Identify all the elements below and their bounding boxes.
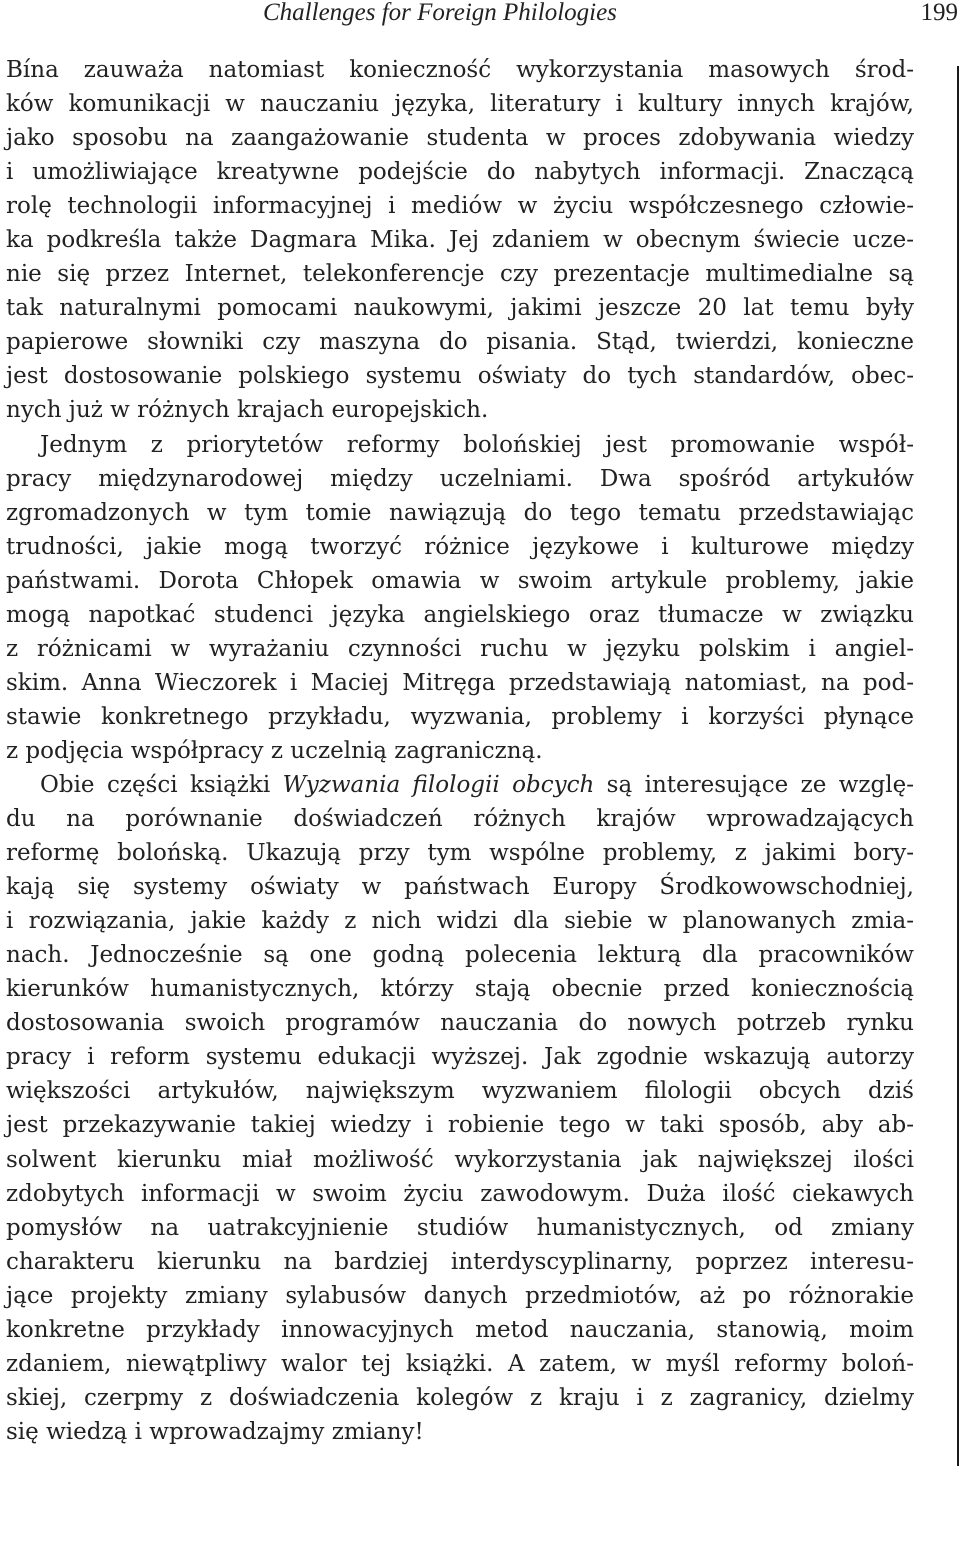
text-line: nych już w różnych krajach europejskich. <box>6 397 489 424</box>
text-line: z różnicami w wyrażaniu czynności ruchu w języku polskim i angiel- <box>6 635 914 662</box>
text-line: Jednym z priorytetów reformy bolońskiej jest promowanie współ- <box>40 431 914 458</box>
text-line: du na porównanie doświadczeń różnych krajów wprowadzających <box>6 806 914 833</box>
text-line: charakteru kierunku na bardziej interdyscyplinarny, poprzez interesu- <box>6 1248 914 1275</box>
text-line: Bína zauważa natomiast konieczność wykorzystania masowych środ- <box>6 57 914 83</box>
text-line: skim. Anna Wieczorek i Maciej Mitręga przedstawiają natomiast, na pod- <box>6 669 914 696</box>
margin-rule <box>957 66 959 1466</box>
text-line: kają się systemy oświaty w państwach Europy Środkowowschodniej, <box>6 874 914 901</box>
text-line: jako sposobu na zaangażowanie studenta w proces zdobywania wiedzy <box>6 125 914 152</box>
text-line: zdaniem, niewątpliwy walor tej książki. A zatem, w myśl reformy boloń- <box>6 1350 914 1377</box>
text-line: państwami. Dorota Chłopek omawia w swoim artykule problemy, jakie <box>6 567 914 594</box>
text-line: pracy i reform systemu edukacji wyższej. Jak zgodnie wskazują autorzy <box>6 1044 914 1071</box>
text-line: papierowe słowniki czy maszyna do pisania. Stąd, twierdzi, konieczne <box>6 329 914 356</box>
text-line: jest dostosowanie polskiego systemu oświaty do tych standardów, obec- <box>6 363 914 390</box>
text-line: pracy międzynarodowej między uczelniami. Dwa spośród artykułów <box>6 465 914 492</box>
text-line: jące projekty zmiany sylabusów danych przedmiotów, aż po różnorakie <box>6 1282 914 1309</box>
book-title: Wyzwania filologii obcych <box>282 771 595 798</box>
text-line: większości artykułów, największym wyzwaniem filologii obcych dziś <box>6 1078 914 1105</box>
text-line: ka podkreśla także Dagmara Mika. Jej zdaniem w obecnym świecie ucze- <box>6 227 914 254</box>
text-run: są interesujące ze wzglę- <box>594 771 914 798</box>
text-line: konkretne przykłady innowacyjnych metod nauczania, stanowią, moim <box>6 1316 914 1343</box>
text-line: reformę bolońską. Ukazują przy tym wspólne problemy, z jakimi bory- <box>6 840 914 867</box>
text-line: zdobytych informacji w swoim życiu zawodowym. Duża ilość ciekawych <box>6 1180 914 1207</box>
text-line: kierunków humanistycznych, którzy stają obecnie przed koniecznością <box>6 976 914 1003</box>
text-line: nie się przez Internet, telekonferencje czy prezentacje multimedialne są <box>6 261 914 288</box>
text-run: Obie części książki <box>40 771 283 798</box>
text-line: rolę technologii informacyjnej i mediów w życiu współczesnego człowie- <box>6 193 914 220</box>
body-text <box>6 53 914 1449</box>
text-line: ków komunikacji w nauczaniu języka, literatury i kultury innych krajów, <box>6 91 914 118</box>
text-line: mogą napotkać studenci języka angielskiego oraz tłumacze w związku <box>6 601 914 628</box>
text-line: się wiedzą i wprowadzajmy zmiany! <box>6 1418 424 1445</box>
text-line: skiej, czerpmy z doświadczenia kolegów z kraju i z zagranicy, dzielmy <box>6 1384 914 1411</box>
text-line: i rozwiązania, jakie każdy z nich widzi dla siebie w planowanych zmia- <box>6 908 914 935</box>
text-line: pomysłów na uatrakcyjnienie studiów humanistycznych, od zmiany <box>6 1214 914 1241</box>
page-number: 199 <box>920 0 958 26</box>
text-line: trudności, jakie mogą tworzyć różnice językowe i kulturowe między <box>6 533 914 560</box>
text-line: tak naturalnymi pomocami naukowymi, jakimi jeszcze 20 lat temu były <box>6 295 914 322</box>
text-line: zgromadzonych w tym tomie nawiązują do tego tematu przedstawiając <box>6 499 914 526</box>
running-title: Challenges for Foreign Philologies <box>263 0 617 26</box>
text-line: solwent kierunku miał możliwość wykorzystania jak największej ilości <box>6 1146 914 1173</box>
text-line: z podjęcia współpracy z uczelnią zagraniczną. <box>6 737 543 764</box>
text-line: nach. Jednocześnie są one godną polecenia lekturą dla pracowników <box>6 942 914 969</box>
text-line <box>6 768 914 802</box>
text-line: stawie konkretnego przykładu, wyzwania, problemy i korzyści płynące <box>6 703 914 730</box>
text-line: i umożliwiające kreatywne podejście do nabytych informacji. Znaczącą <box>6 159 914 186</box>
page-header <box>0 0 960 30</box>
text-line: dostosowania swoich programów nauczania do nowych potrzeb rynku <box>6 1010 914 1037</box>
text-line: jest przekazywanie takiej wiedzy i robienie tego w taki sposób, aby ab- <box>6 1112 914 1139</box>
